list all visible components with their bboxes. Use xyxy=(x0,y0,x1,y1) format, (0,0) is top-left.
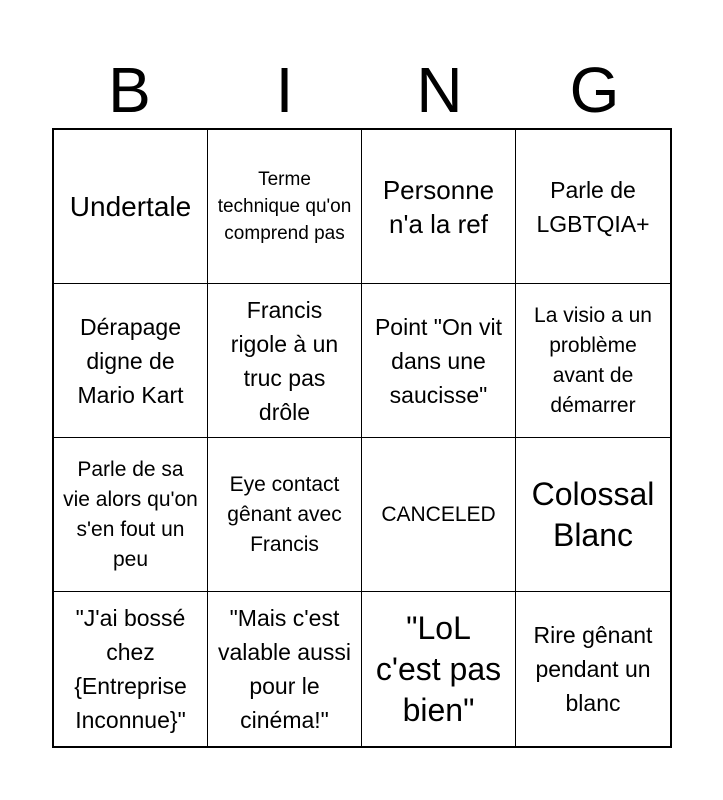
cell-text: "Mais c'est valable aussi pour le cinéma!" xyxy=(218,605,351,733)
bingo-grid xyxy=(52,128,672,748)
bingo-cell[interactable] xyxy=(362,284,516,438)
cell-text: Point "On vit dans une saucisse" xyxy=(374,313,503,408)
cell-text: "J'ai bossé chez {Entreprise Inconnue}" xyxy=(74,605,187,733)
cell-text: Terme technique qu'on comprend pas xyxy=(217,169,352,244)
bingo-cell[interactable] xyxy=(516,438,670,592)
header-letter-g: G xyxy=(569,54,620,126)
cell-text: Francis rigole à un truc pas drôle xyxy=(230,296,339,425)
header-letter-b: B xyxy=(108,54,151,126)
cell-text: Parle de LGBTQIA+ xyxy=(536,176,650,237)
bingo-cell[interactable] xyxy=(54,592,208,746)
header-letter-n: N xyxy=(416,54,463,126)
cell-text: "LoL c'est pas bien" xyxy=(375,609,502,728)
bingo-cell[interactable] xyxy=(208,592,362,746)
bingo-cell[interactable] xyxy=(54,130,208,284)
cell-text: Undertale xyxy=(69,190,192,222)
bingo-cell[interactable] xyxy=(362,438,516,592)
bingo-cell[interactable] xyxy=(208,284,362,438)
bingo-cell[interactable] xyxy=(516,284,670,438)
bingo-cell[interactable] xyxy=(516,592,670,746)
bingo-cell[interactable] xyxy=(208,438,362,592)
cell-text: Eye contact gênant avec Francis xyxy=(227,472,342,556)
bingo-cell[interactable] xyxy=(54,284,208,438)
cell-text: Personne n'a la ref xyxy=(382,174,495,239)
bingo-cell[interactable] xyxy=(362,130,516,284)
bingo-cell[interactable] xyxy=(208,130,362,284)
cell-text: CANCELED xyxy=(381,502,496,526)
bingo-cell[interactable] xyxy=(362,592,516,746)
cell-text: Dérapage digne de Mario Kart xyxy=(77,313,184,408)
cell-text: Colossal Blanc xyxy=(531,475,655,553)
cell-text: Parle de sa vie alors qu'on s'en fout un peu xyxy=(63,457,198,571)
bingo-cell[interactable] xyxy=(516,130,670,284)
header-letter-i: I xyxy=(275,54,294,126)
cell-text: Rire gênant pendant un blanc xyxy=(533,622,653,716)
bingo-header xyxy=(52,52,672,128)
cell-text: La visio a un problème avant de démarrer xyxy=(534,303,652,417)
bingo-cell[interactable] xyxy=(54,438,208,592)
